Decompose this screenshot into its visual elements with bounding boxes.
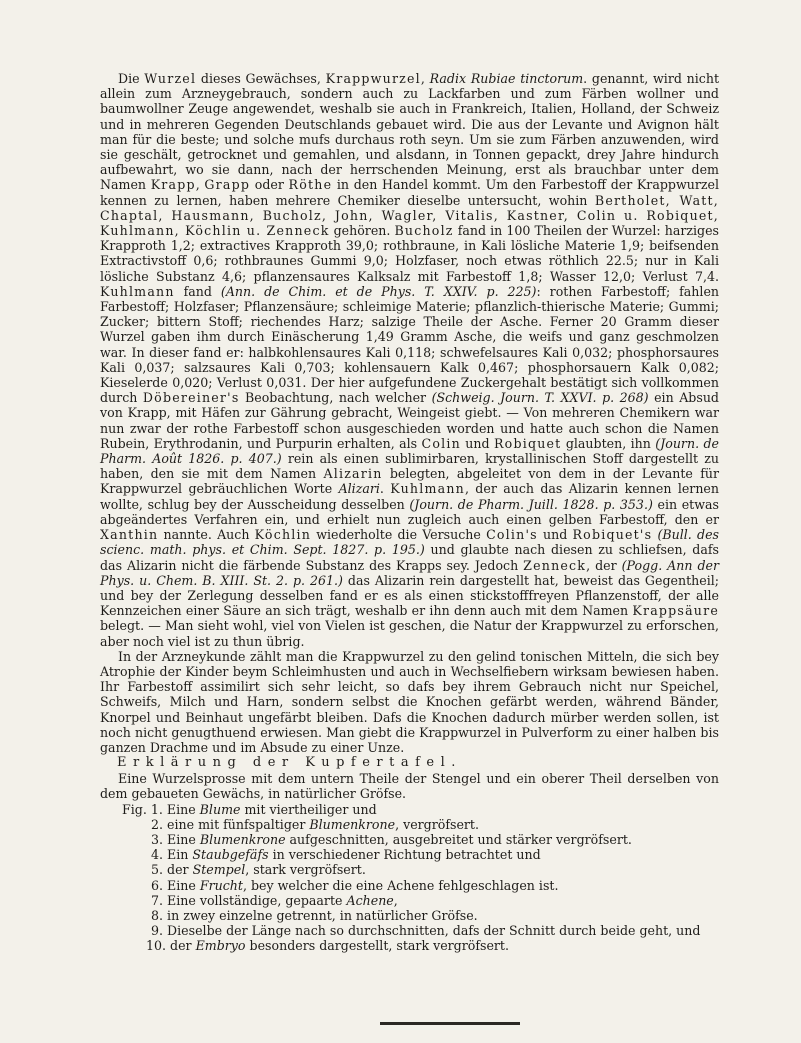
list-item: 8. in zwey einzelne getrennt, in natürlicher Gröfse. bbox=[151, 907, 478, 923]
paragraph-medicine: In der Arzneykunde zählt man die Krappwurzel zu den gelind tonischen Mitteln, die sich bey Atrophie der Kinder beym Schleimhusten und auch in Wechselfiebern wirksam bewiesen haben. Ihr Farbestoff assimilirt sich sehr leicht, so dafs bey ihrem Gebrauch nicht nur Speichel, Schweifs, Milch und Harn, sondern selbst die Knochen gefärbt werden, während Bänder, Knorpel und Beinhaut ungefärbt bleiben. Dafs die Knochen dadurch mürber werden sollen, ist noch nicht genugthuend erwiesen. Man giebt die Krappwurzel in Pulverform zu einer halben bis ganzen Drachme und im Absude zu einer Unze. bbox=[100, 648, 719, 755]
text-run: Die bbox=[118, 71, 145, 86]
list-item: 10. der Embryo besonders dargestellt, stark vergröfsert. bbox=[146, 938, 509, 954]
term-wurzel: Wurzel bbox=[144, 71, 197, 86]
author-zenneck: Zenneck bbox=[523, 557, 587, 573]
text-run: belegt. — Man sieht wohl, viel von Vielen ist geschen, die Natur der Krappwurzel zu erforschen, aber noch viel ist zu thun übrig. bbox=[100, 618, 719, 649]
list-item: Fig. 1. Eine Blume mit viertheiliger und bbox=[122, 801, 377, 817]
text-run: rein als einen sublimirbaren, krystallinischen Stoff dargestellt zu haben, den sie mit dem Namen bbox=[100, 451, 719, 482]
bottom-rule bbox=[380, 1022, 520, 1025]
term-grapp: Grapp bbox=[204, 177, 251, 193]
author-robiquet: Robiquet bbox=[493, 435, 562, 451]
text-run: wiederholte die Versuche bbox=[311, 527, 487, 543]
author-bucholz: Bucholz bbox=[394, 223, 454, 239]
figure-list bbox=[100, 802, 719, 954]
text-run: das Alizarin rein dargestellt hat, beweist das Gegentheil; und bey der Zerlegung desselben fand er es als einen stickstofffreyen Pflanzenstoff, der alle Kennzeichen einer Säure an sich trägt, weshalb er ihn denn auch mit dem Namen bbox=[100, 572, 719, 619]
text-run: , bbox=[420, 71, 430, 86]
text-run: und bbox=[537, 527, 573, 543]
term-roethe: Röthe bbox=[288, 177, 333, 193]
text-run: dieses Gewächses, bbox=[196, 71, 326, 86]
term-krappwurzel: Krappwurzel bbox=[325, 71, 421, 86]
list-item: 9. Dieselbe der Länge nach so durchschnitten, dafs der Schnitt durch beide geht, und bbox=[151, 923, 701, 939]
text-run: ein etwas abgeändertes Verfahren ein, und erhielt nun zugleich auch einen gelben Farbestoff, den er bbox=[100, 496, 719, 527]
author-kuhlmann: Kuhlmann bbox=[390, 481, 465, 497]
citation: (Schweig. Journ. T. XXVI. p. 268) bbox=[431, 390, 649, 406]
citation: (Journ. de Pharm. Juill. 1828. p. 353.) bbox=[409, 496, 653, 512]
text-run: und bbox=[460, 435, 494, 451]
latin-name: Radix Rubiae tinctorum bbox=[429, 71, 584, 86]
text-run: . bbox=[379, 481, 391, 497]
text-run: fand in 100 Theilen der Wurzel: harziges Krapproth 1,2; extractives Krapproth 39,0; rothbraune, in Kali lösliche Materie 1,9; beifsenden Extractivstoff 0,6; rothbraunes Gummi 9,0; Holzfaser, noch etwas röthlich 22.5; nur in Kali lösliche Substanz 4,6; pflanzensaures Kalksalz mit Farbestoff 1,8; Wasser 12,0; Verlust 7,4. bbox=[100, 223, 719, 284]
text-run: , bbox=[195, 177, 205, 193]
chemist-list: Bertholet, Watt, Chaptal, Hausmann, Bucholz, John, Wagler, Vitalis, Kastner, Colin u. Robiquet, Kuhlmann, Köchlin u. Zenneck bbox=[100, 192, 720, 239]
text-run: fand bbox=[174, 283, 221, 299]
text-run: ein Absud von Krapp, mit Häfen zur Gährung gebracht, Weingeist giebt. — Von mehreren Chemikern war nun zwar der rothe Farbestoff schon ausgeschieden worden und hatte auch schon die Namen Rubein, Erythrodanin, und Purpurin erhalten, als bbox=[100, 390, 719, 451]
citation: (Ann. de Chim. et de Phys. T. XXIV. p. 225) bbox=[220, 283, 537, 299]
text-run: nannte. Auch bbox=[158, 527, 255, 543]
citation: (Pogg. Ann der Phys. u. Chem. B. XIII. St. 2. p. 261.) bbox=[100, 557, 719, 588]
term-alizarin: Alizarin bbox=[323, 466, 383, 482]
text-run: oder bbox=[250, 177, 289, 193]
paragraph-main bbox=[100, 71, 719, 649]
text-run: glaubten, ihn bbox=[561, 435, 656, 451]
text-run: in den Handel kommt. Um den Farbestoff der Krappwurzel kennen zu lernen, haben mehrere Chemiker dieselbe untersucht, wohin bbox=[100, 177, 719, 208]
list-item: 7. Eine vollständige, gepaarte Achene, bbox=[151, 892, 398, 908]
text-run: : rothen Farbestoff; fahlen Farbestoff; Holzfaser; Pflanzensäure; schleimige Materie; pflanzlich-thierische Materie; Gummi; Zucker; bittern Stoff; riechendes Harz; salzige Theile der Asche. Ferner 20 Gramm dieser Wurzel gaben ihm durch Einäscherung 1,49 Gramm Asche, die weifs und ganz geschmolzen war. In dieser fand er: halbkohlensaures Kali 0,118; schwefelsaures Kali 0,032; phosphorsaures Kali 0,037; salzsaures Kali 0,703; kohlensauern Kalk 0,467; phosphorsauern Kalk 0,082; Kieselerde 0,020; Verlust 0,031. Der hier aufgefundene Zuckergehalt bestätigt sich vollkommen durch bbox=[100, 283, 720, 406]
author-doebereiner: Döbereiner's bbox=[142, 390, 240, 406]
section-heading: Erklärung der Kupfertafel. bbox=[117, 755, 462, 771]
list-item: 6. Eine Frucht, bey welcher die eine Achene fehlgeschlagen ist. bbox=[151, 877, 559, 893]
plate-intro: Eine Wurzelsprosse mit dem untern Theile der Stengel und ein oberer Theil derselben von dem gebaueten Gewächs, in natürlicher Gröfse. bbox=[100, 771, 719, 802]
list-item: 5. der Stempel, stark vergröfsert. bbox=[151, 862, 366, 878]
text-run: Beobachtung, nach welcher bbox=[239, 390, 432, 406]
author-robiquet: Robiquet's bbox=[572, 527, 653, 543]
text-run: . genannt, wird nicht allein zum Arzneygebrauch, sondern auch zu Lackfarben und zum Färben wollner und baumwollner Zeuge angewendet, weshalb sie auch in Frankreich, Italien, Holland, der Schweiz und in mehreren Gegenden Deutschlands gebauet wird. Die aus der Levante und Avignon hält man für die beste; und solche mufs durchaus roth seyn. Um sie zum Färben anzuwenden, wird sie geschält, getrocknet und gemahlen, und alsdann, in Tonnen gepackt, drey Jahre hindurch aufbewahrt, wo sie dann, nach der herrschenden Meinung, erst als brauchbar unter dem Namen bbox=[100, 71, 719, 193]
list-item: 3. Eine Blumenkrone aufgeschnitten, ausgebreitet und stärker vergröfsert. bbox=[151, 831, 632, 847]
text-run: , der bbox=[586, 557, 622, 573]
list-item: 4. Ein Staubgefäfs in verschiedener Richtung betrachtet und bbox=[151, 847, 541, 863]
text-run: , der auch das Alizarin kennen lernen wollte, schlug bey der Ausscheidung desselben bbox=[100, 481, 719, 512]
text-run: gehören. bbox=[329, 223, 395, 239]
author-koechlin: Köchlin bbox=[254, 527, 312, 543]
term-krapp: Krapp bbox=[150, 177, 196, 193]
citation: (Bull. des scienc. math. phys. et Chim. Sept. 1827. p. 195.) bbox=[100, 527, 719, 558]
text-run: und glaubte nach diesen zu schliefsen, dafs das Alizarin nicht die färbende Substanz des Krapps sey. Jedoch bbox=[100, 542, 719, 573]
text-run: belegten, abgeleitet von dem in der Levante für Krappwurzel gebräuchlichen Worte bbox=[100, 466, 719, 497]
term-krappsaeure: Krappsäure bbox=[632, 603, 719, 619]
author-kuhlmann: Kuhlmann bbox=[100, 283, 175, 299]
term-xanthin: Xanthin bbox=[100, 527, 159, 543]
author-colin: Colin's bbox=[486, 527, 538, 543]
term-alizari: Alizari bbox=[338, 481, 380, 497]
author-colin: Colin bbox=[421, 435, 461, 451]
list-item: 2. eine mit fünfspaltiger Blumenkrone, vergröfsert. bbox=[151, 816, 479, 832]
citation: (Journ. de Pharm. Août 1826. p. 407.) bbox=[100, 435, 719, 467]
